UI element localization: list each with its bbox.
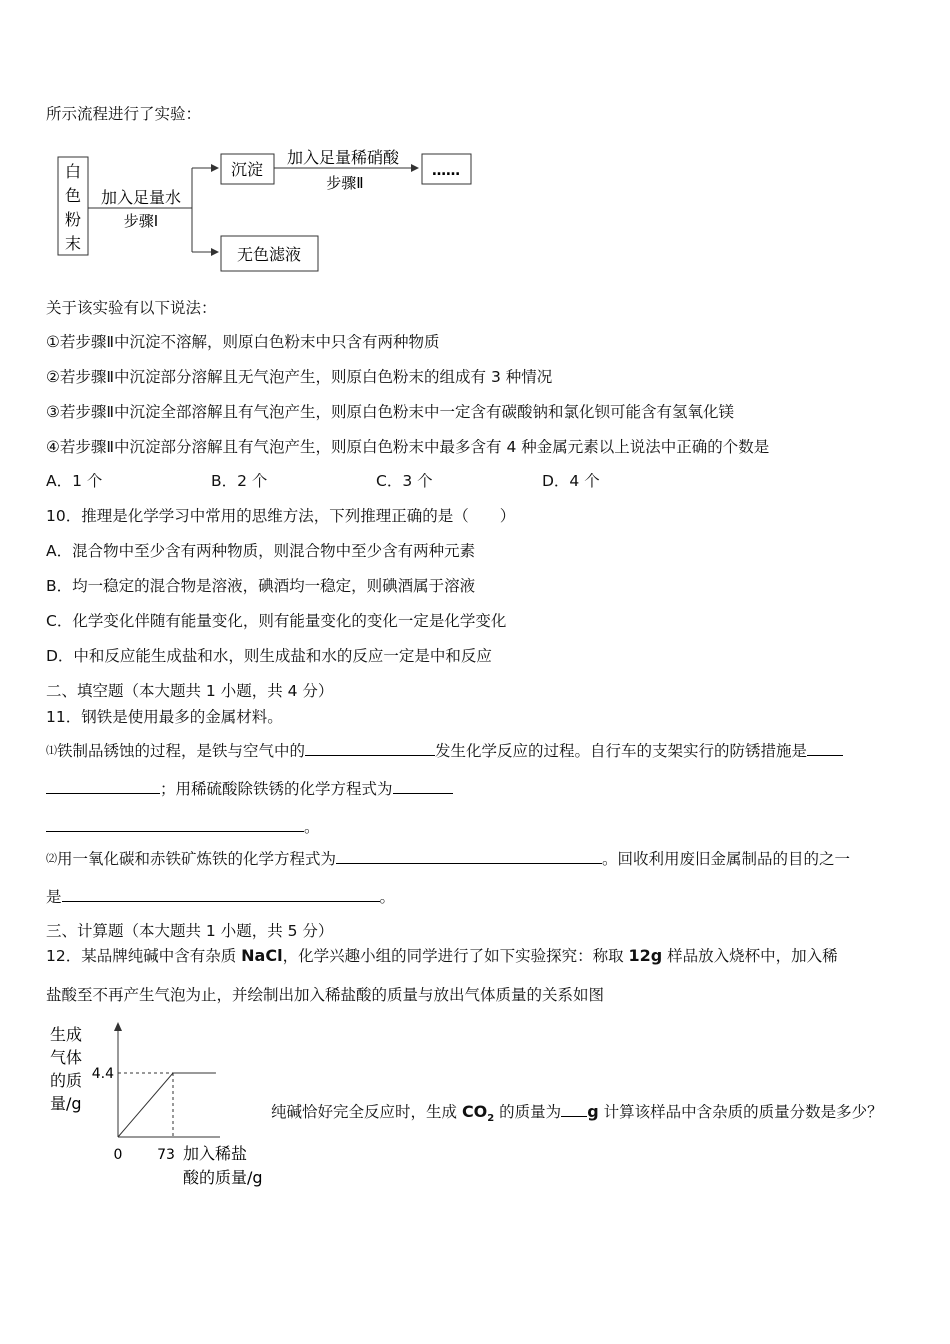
q9-options: [46, 471, 600, 491]
q9-option-c[interactable]: C．3 个: [376, 472, 433, 490]
q9-statement-2: ②若步骤Ⅱ中沉淀部分溶解且无气泡产生，则原白色粉末的组成有 3 种情况: [46, 368, 553, 386]
y-axis-label-line: 气体: [50, 1048, 83, 1067]
q11-blank-2b[interactable]: [46, 779, 160, 794]
step1-bottom: 步骤Ⅰ: [123, 212, 159, 230]
q12-unit-g: g: [587, 1102, 599, 1121]
q12-co: CO: [461, 1102, 488, 1121]
y-axis-label-line: 生成: [50, 1025, 83, 1044]
origin-label: 0: [113, 1147, 123, 1163]
q12-question-text-a: 纯碱恰好完全反应时，生成: [271, 1103, 462, 1121]
q12-subscript-2: 2: [487, 1113, 495, 1125]
filtrate-label: 无色滤液: [236, 245, 302, 264]
q12-mass: 12g: [628, 946, 663, 965]
q11-part2-line2: [46, 887, 395, 907]
q11-blank-2a[interactable]: [807, 741, 843, 756]
powder-char: 末: [64, 234, 82, 253]
q9-option-b[interactable]: B．2 个: [211, 472, 268, 490]
q12-question-text-b: 的质量为: [494, 1103, 562, 1121]
q11-blank-5[interactable]: [62, 887, 380, 902]
y-axis-label-line: 量/g: [50, 1094, 82, 1113]
q11-blank-4[interactable]: [336, 849, 602, 864]
filtrate-box: [221, 236, 318, 271]
step1-top: 加入足量水: [100, 188, 182, 207]
q11-part1-text-b: 发生化学反应的过程。自行车的支架实行的防锈措施是: [435, 742, 808, 760]
q11-part1-end: 。: [304, 818, 320, 836]
q9-option-d[interactable]: D．4 个: [542, 472, 600, 490]
q12-question-text-c: 计算该样品中含杂质的质量分数是多少？: [598, 1103, 883, 1121]
step2-bottom: 步骤Ⅱ: [326, 174, 364, 192]
q10-option-a[interactable]: A．混合物中至少含有两种物质，则混合物中至少含有两种元素: [46, 542, 476, 560]
powder-box: [58, 157, 88, 255]
x-axis-label-line: 酸的质量/g: [183, 1168, 263, 1187]
gas-mass-chart: [40, 1018, 280, 1188]
q9-statement-3: ③若步骤Ⅱ中沉淀全部溶解且有气泡产生，则原白色粉末中一定含有碳酸钠和氯化钡可能含有氢氧化镁: [46, 403, 735, 421]
precipitate-box: [221, 154, 274, 184]
q12-text-b: ，化学兴趣小组的同学进行了如下实验探究：称取: [282, 947, 629, 965]
q11-part2-text-c: 是: [46, 888, 62, 906]
intro-text: 所示流程进行了实验：: [46, 105, 202, 123]
q11-part2-number: ⑵: [46, 852, 57, 865]
q12-nacl: NaCl: [241, 946, 283, 965]
q12-line1: [46, 946, 838, 966]
q9-option-a[interactable]: A．1 个: [46, 472, 103, 490]
q11-part1-line2: [46, 779, 453, 799]
x-axis-label-line: 加入稀盐: [183, 1144, 248, 1163]
q11-part2-line1: [46, 849, 850, 869]
q11-part1-line1: [46, 741, 843, 761]
q11-blank-3a[interactable]: [393, 779, 453, 794]
section-3-heading: 三、计算题（本大题共 1 小题，共 5 分）: [46, 922, 334, 940]
q9-lead: 关于该实验有以下说法：: [46, 299, 217, 317]
q11-part1-number: ⑴: [46, 744, 57, 757]
q12-text-a: 12．某品牌纯碱中含有杂质: [46, 947, 242, 965]
powder-char: 粉: [64, 210, 82, 229]
q11-part1-text-c: ；用稀硫酸除铁锈的化学方程式为: [160, 780, 393, 798]
q12-blank[interactable]: [561, 1102, 587, 1117]
q11-part2-text-a: 用一氧化碳和赤铁矿炼铁的化学方程式为: [57, 850, 337, 868]
y-axis-label-line: 的质: [50, 1071, 83, 1090]
y-tick-label: 4.4: [91, 1066, 114, 1082]
q12-question: [271, 1102, 883, 1129]
q12-text-c: 样品放入烧杯中，加入稀: [662, 947, 838, 965]
q10-option-d[interactable]: D．中和反应能生成盐和水，则生成盐和水的反应一定是中和反应: [46, 647, 492, 665]
q9-statement-1: ①若步骤Ⅱ中沉淀不溶解，则原白色粉末中只含有两种物质: [46, 333, 440, 351]
q12-line2: 盐酸至不再产生气泡为止，并绘制出加入稀盐酸的质量与放出气体质量的关系如图: [46, 986, 605, 1004]
q10-option-b[interactable]: B．均一稳定的混合物是溶液，碘酒均一稳定，则碘酒属于溶液: [46, 577, 476, 595]
q11-part2-end: 。: [379, 888, 396, 906]
q10-stem: 10．推理是化学学习中常用的思维方法，下列推理正确的是（ ）: [46, 507, 516, 525]
powder-char: 白: [64, 162, 82, 181]
section-2-heading: 二、填空题（本大题共 1 小题，共 4 分）: [46, 682, 334, 700]
q11-blank-3b[interactable]: [46, 817, 304, 832]
powder-char: 色: [64, 186, 82, 205]
q10-option-c[interactable]: C．化学变化伴随有能量变化，则有能量变化的变化一定是化学变化: [46, 612, 507, 630]
q11-blank-1[interactable]: [305, 741, 435, 756]
q9-statement-4: ④若步骤Ⅱ中沉淀部分溶解且有气泡产生，则原白色粉末中最多含有 4 种金属元素以上说法中正确的个数是: [46, 438, 770, 456]
x-tick-label: 73: [157, 1147, 175, 1163]
precipitate-label: 沉淀: [230, 160, 264, 179]
q11-part2-text-b: 。回收利用废旧金属制品的目的之一: [602, 850, 851, 868]
result-box: [422, 154, 471, 184]
q11-part1-text-a: 铁制品锈蚀的过程，是铁与空气中的: [57, 742, 306, 760]
q11-part1-line3: [46, 817, 320, 837]
data-line: [118, 1073, 216, 1137]
step2-top: 加入足量稀硝酸: [286, 148, 400, 167]
q11-stem: 11．钢铁是使用最多的金属材料。: [46, 708, 283, 726]
result-label: ……: [432, 163, 460, 179]
